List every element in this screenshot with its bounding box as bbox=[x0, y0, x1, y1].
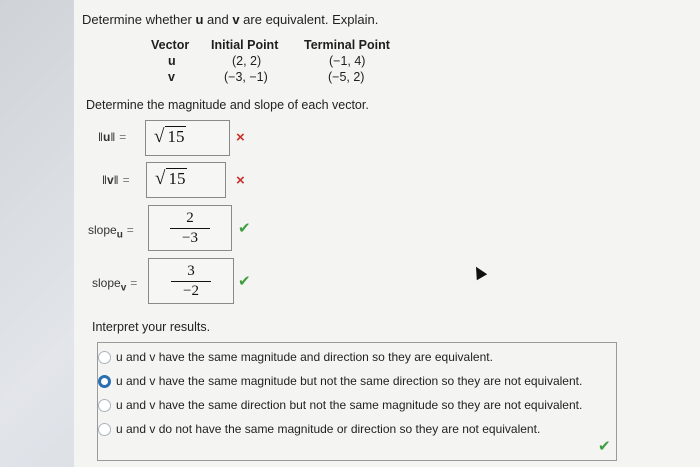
slope-u-input[interactable] bbox=[148, 205, 232, 251]
correct-check-icon: ✔ bbox=[238, 220, 251, 237]
sqrt-expression: √ 15 bbox=[155, 168, 186, 189]
incorrect-icon: × bbox=[236, 172, 245, 189]
mag-v-label: ‖v‖ = bbox=[102, 173, 130, 187]
radio-button[interactable] bbox=[98, 351, 111, 364]
mag-u-input[interactable] bbox=[145, 120, 230, 156]
row-u-initial: (2, 2) bbox=[232, 54, 262, 68]
answer-choices bbox=[97, 342, 617, 461]
header-vector: Vector bbox=[151, 38, 190, 52]
magnitude-prompt: Determine the magnitude and slope of each vector. bbox=[86, 98, 369, 112]
header-terminal-point: Terminal Point bbox=[304, 38, 390, 52]
slope-v-label: slope$_v$ = bbox=[92, 276, 138, 294]
sqrt-expression: √ 15 bbox=[154, 126, 185, 147]
radio-button[interactable] bbox=[98, 399, 111, 412]
question-title: Determine whether u and v are equivalent. Explain. bbox=[82, 12, 379, 27]
fraction: $\frac{2}{-3}$ bbox=[149, 210, 231, 247]
slope-u-label: slope$_u$ = bbox=[88, 223, 134, 241]
mag-u-label: ‖u‖ = bbox=[98, 130, 127, 144]
row-u-vector: u bbox=[168, 54, 176, 68]
choice-option[interactable]: u and v have the same magnitude and direction so they are equivalent. bbox=[98, 351, 598, 365]
mag-v-input[interactable] bbox=[146, 162, 226, 198]
correct-check-icon: ✔ bbox=[598, 438, 611, 455]
radio-button-selected[interactable] bbox=[98, 375, 111, 388]
choice-option[interactable]: u and v have the same direction but not the same magnitude so they are not equivalent. bbox=[98, 399, 598, 413]
row-u-terminal: (−1, 4) bbox=[329, 54, 366, 68]
row-v-initial: (−3, −1) bbox=[224, 70, 268, 84]
choice-option[interactable]: u and v do not have the same magnitude or direction so they are not equivalent. bbox=[98, 423, 598, 437]
slope-v-input[interactable] bbox=[148, 258, 234, 304]
correct-check-icon: ✔ bbox=[238, 273, 251, 290]
incorrect-icon: × bbox=[236, 129, 245, 146]
radio-button[interactable] bbox=[98, 423, 111, 436]
header-initial-point: Initial Point bbox=[211, 38, 279, 52]
fraction: $\frac{3}{-2}$ bbox=[149, 263, 233, 300]
choice-option[interactable]: u and v have the same magnitude but not the same direction so they are not equivalent. bbox=[98, 375, 598, 389]
row-v-terminal: (−5, 2) bbox=[328, 70, 365, 84]
interpret-prompt: Interpret your results. bbox=[92, 320, 211, 334]
row-v-vector: v bbox=[168, 70, 175, 84]
